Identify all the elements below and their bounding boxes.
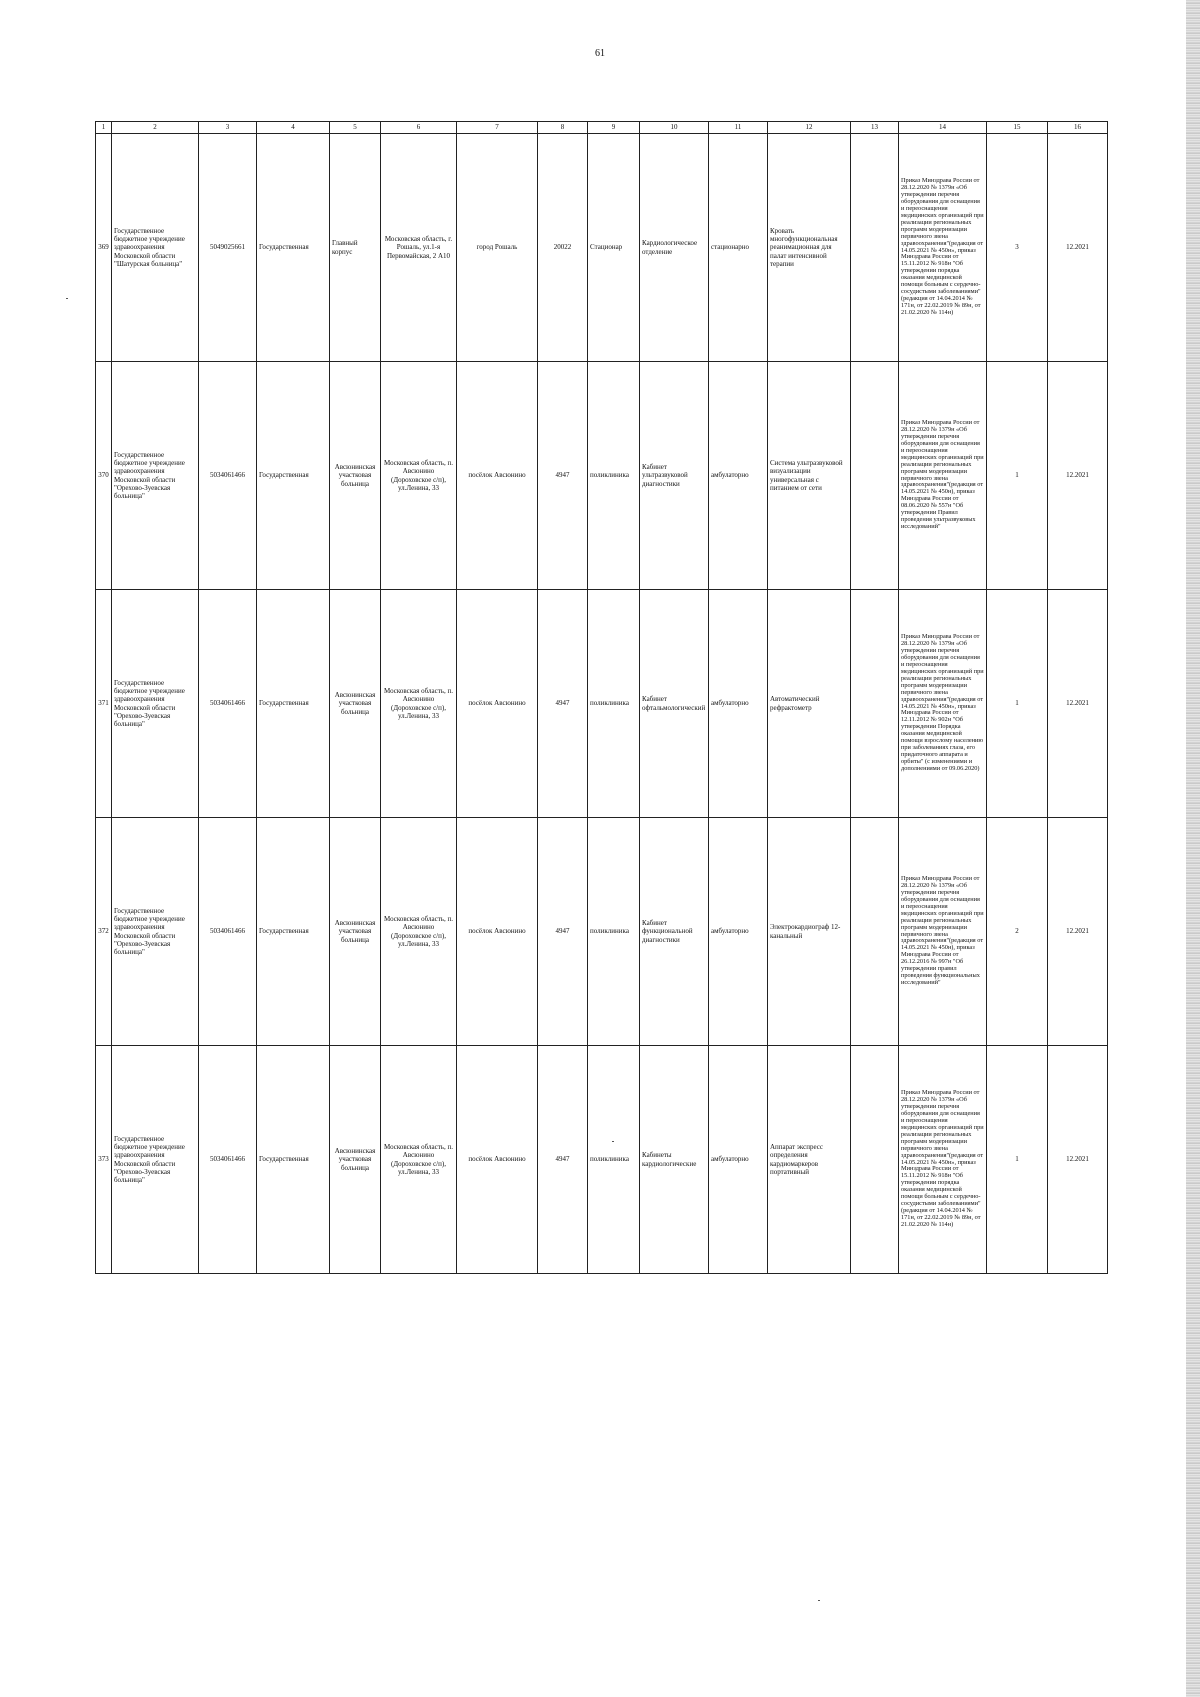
quantity: 1	[987, 362, 1048, 590]
conditions: амбулаторно	[709, 590, 768, 818]
column-header: 15	[987, 122, 1048, 134]
settlement: посёлок Авсюнино	[457, 590, 538, 818]
population: 4947	[538, 362, 588, 590]
column-header: 9	[588, 122, 640, 134]
ownership: Государственная	[257, 1046, 330, 1274]
building: Главный корпус	[330, 134, 381, 362]
table-row	[96, 134, 1108, 362]
conditions: амбулаторно	[709, 362, 768, 590]
organization-name: Государственное бюджетное учреждение здравоохранения Московской области "Орехово-Зуевская больница"	[112, 590, 199, 818]
scan-speck	[818, 1600, 820, 1601]
organization-name: Государственное бюджетное учреждение здравоохранения Московской области "Орехово-Зуевская больница"	[112, 362, 199, 590]
column-header: 11	[709, 122, 768, 134]
legal-basis: Приказ Минздрава России от 28.12.2020 № 1379н «Об утверждении перечня оборудования для оснащения и переоснащения медицинских организаций при реализации региональных программ модернизации первичного звена здравоохранения"(редакция от 14.05.2021 № 450н», приказ Минздрава России от 12.11.2012 № 902н "Об утверждении Порядка оказания медицинской помощи взрослому населению при заболеваниях глаза, его придаточного аппарата и орбиты" (с изменениями и дополнениями от 09.06.2020)	[899, 590, 987, 818]
delivery-date: 12.2021	[1048, 590, 1108, 818]
inn: 5034061466	[199, 362, 257, 590]
care-type: поликлиника	[588, 1046, 640, 1274]
table-row	[96, 362, 1108, 590]
legal-basis: Приказ Минздрава России от 28.12.2020 № 1379н «Об утверждении перечня оборудования для оснащения и переоснащения медицинских организаций при реализации региональных программ модернизации первичного звена здравоохранения"(редакция от 14.05.2021 № 450н), приказ Минздрава России от 26.12.2016 № 997н "Об утверждении правил проведения функциональных исследований"	[899, 818, 987, 1046]
address: Московская область, п. Авсюнино (Дороховское с/п), ул.Ленина, 33	[381, 818, 457, 1046]
inn: 5034061466	[199, 1046, 257, 1274]
population: 4947	[538, 590, 588, 818]
care-type: поликлиника	[588, 362, 640, 590]
delivery-date: 12.2021	[1048, 134, 1108, 362]
equipment-register-table	[95, 121, 1108, 1274]
address: Московская область, п. Авсюнино (Дороховское с/п), ул.Ленина, 33	[381, 1046, 457, 1274]
conditions: стационарно	[709, 134, 768, 362]
quantity: 2	[987, 818, 1048, 1046]
row-number: 370	[96, 362, 112, 590]
inn: 5049025661	[199, 134, 257, 362]
column-13	[851, 590, 899, 818]
inn: 5034061466	[199, 818, 257, 1046]
column-header: 8	[538, 122, 588, 134]
column-header: 7	[457, 122, 538, 134]
inn: 5034061466	[199, 590, 257, 818]
ownership: Государственная	[257, 590, 330, 818]
care-type: поликлиника	[588, 818, 640, 1046]
equipment: Автоматический рефрактометр	[768, 590, 851, 818]
column-header: 5	[330, 122, 381, 134]
table-row	[96, 1046, 1108, 1274]
population: 4947	[538, 818, 588, 1046]
department: Кардиологическое отделение	[640, 134, 709, 362]
page-number: 61	[595, 48, 605, 59]
equipment: Электрокардиограф 12-канальный	[768, 818, 851, 1046]
quantity: 3	[987, 134, 1048, 362]
delivery-date: 12.2021	[1048, 1046, 1108, 1274]
organization-name: Государственное бюджетное учреждение здравоохранения Московской области "Орехово-Зуевская больница"	[112, 818, 199, 1046]
table-row	[96, 818, 1108, 1046]
settlement: посёлок Авсюнино	[457, 1046, 538, 1274]
organization-name: Государственное бюджетное учреждение здравоохранения Московской области "Шатурская больница"	[112, 134, 199, 362]
row-number: 372	[96, 818, 112, 1046]
equipment: Аппарат экспресс определения кардиомаркеров портативный	[768, 1046, 851, 1274]
legal-basis: Приказ Минздрава России от 28.12.2020 № 1379н «Об утверждении перечня оборудования для оснащения и переоснащения медицинских организаций при реализации региональных программ модернизации первичного звена здравоохранения"(редакция от 14.05.2021 № 450н), приказ Минздрава России от 08.06.2020 № 557н "Об утверждении Правил проведения ультразвуковых исследований"	[899, 362, 987, 590]
settlement: посёлок Авсюнино	[457, 362, 538, 590]
ownership: Государственная	[257, 134, 330, 362]
delivery-date: 12.2021	[1048, 818, 1108, 1046]
column-header: 10	[640, 122, 709, 134]
equipment: Система ультразвуковой визуализации универсальная с питанием от сети	[768, 362, 851, 590]
column-13	[851, 1046, 899, 1274]
settlement: посёлок Авсюнино	[457, 818, 538, 1046]
column-13	[851, 134, 899, 362]
column-13	[851, 818, 899, 1046]
ownership: Государственная	[257, 362, 330, 590]
row-number: 371	[96, 590, 112, 818]
quantity: 1	[987, 1046, 1048, 1274]
conditions: амбулаторно	[709, 818, 768, 1046]
column-header: 1	[96, 122, 112, 134]
delivery-date: 12.2021	[1048, 362, 1108, 590]
column-header: 16	[1048, 122, 1108, 134]
building: Авсюнинская участковая больница	[330, 818, 381, 1046]
column-header: 6	[381, 122, 457, 134]
building: Авсюнинская участковая больница	[330, 1046, 381, 1274]
department: Кабинет ультразвуковой диагностики	[640, 362, 709, 590]
building: Авсюнинская участковая больница	[330, 590, 381, 818]
column-13	[851, 362, 899, 590]
care-type: Стационар	[588, 134, 640, 362]
care-type: поликлиника	[588, 590, 640, 818]
column-header: 14	[899, 122, 987, 134]
department: Кабинет офтальмологический	[640, 590, 709, 818]
building: Авсюнинская участковая больница	[330, 362, 381, 590]
equipment: Кровать многофункциональная реанимационная для палат интенсивной терапии	[768, 134, 851, 362]
address: Московская область, п. Авсюнино (Дороховское с/п), ул.Ленина, 33	[381, 590, 457, 818]
table-row	[96, 590, 1108, 818]
ownership: Государственная	[257, 818, 330, 1046]
scan-speck	[66, 298, 68, 299]
row-number: 369	[96, 134, 112, 362]
column-header: 3	[199, 122, 257, 134]
quantity: 1	[987, 590, 1048, 818]
column-header: 13	[851, 122, 899, 134]
legal-basis: Приказ Минздрава России от 28.12.2020 № 1379н «Об утверждении перечня оборудования для оснащения и переоснащения медицинских организаций при реализации региональных программ модернизации первичного звена здравоохранения"(редакция от 14.05.2021 № 450н», приказ Минздрава России от 15.11.2012 № 918н "Об утверждении порядка оказания медицинской помощи больным с сердечно-сосудистыми заболеваниями" (редакция от 14.04.2014 № 171н, от 22.02.2019 № 89н, от 21.02.2020 № 114н)	[899, 1046, 987, 1274]
address: Московская область, г. Рошаль, ул.1-я Первомайская, 2 А10	[381, 134, 457, 362]
scan-edge-strip	[1186, 0, 1200, 1697]
department: Кабинеты кардиологические	[640, 1046, 709, 1274]
column-header: 12	[768, 122, 851, 134]
address: Московская область, п. Авсюнино (Дороховское с/п), ул.Ленина, 33	[381, 362, 457, 590]
column-number-row	[96, 122, 1108, 134]
conditions: амбулаторно	[709, 1046, 768, 1274]
legal-basis: Приказ Минздрава России от 28.12.2020 № 1379н «Об утверждении перечня оборудования для оснащения и переоснащения медицинских организаций при реализации региональных программ модернизации первичного звена здравоохранения"(редакция от 14.05.2021 № 450н», приказ Минздрава России от 15.11.2012 № 918н "Об утверждении порядка оказания медицинской помощи больным с сердечно-сосудистыми заболеваниями" (редакция от 14.04.2014 № 171н, от 22.02.2019 № 89н, от 21.02.2020 № 114н)	[899, 134, 987, 362]
row-number: 373	[96, 1046, 112, 1274]
population: 20022	[538, 134, 588, 362]
population: 4947	[538, 1046, 588, 1274]
column-header: 2	[112, 122, 199, 134]
column-header: 4	[257, 122, 330, 134]
settlement: город Рошаль	[457, 134, 538, 362]
department: Кабинет функциональной диагностики	[640, 818, 709, 1046]
organization-name: Государственное бюджетное учреждение здравоохранения Московской области "Орехово-Зуевская больница"	[112, 1046, 199, 1274]
